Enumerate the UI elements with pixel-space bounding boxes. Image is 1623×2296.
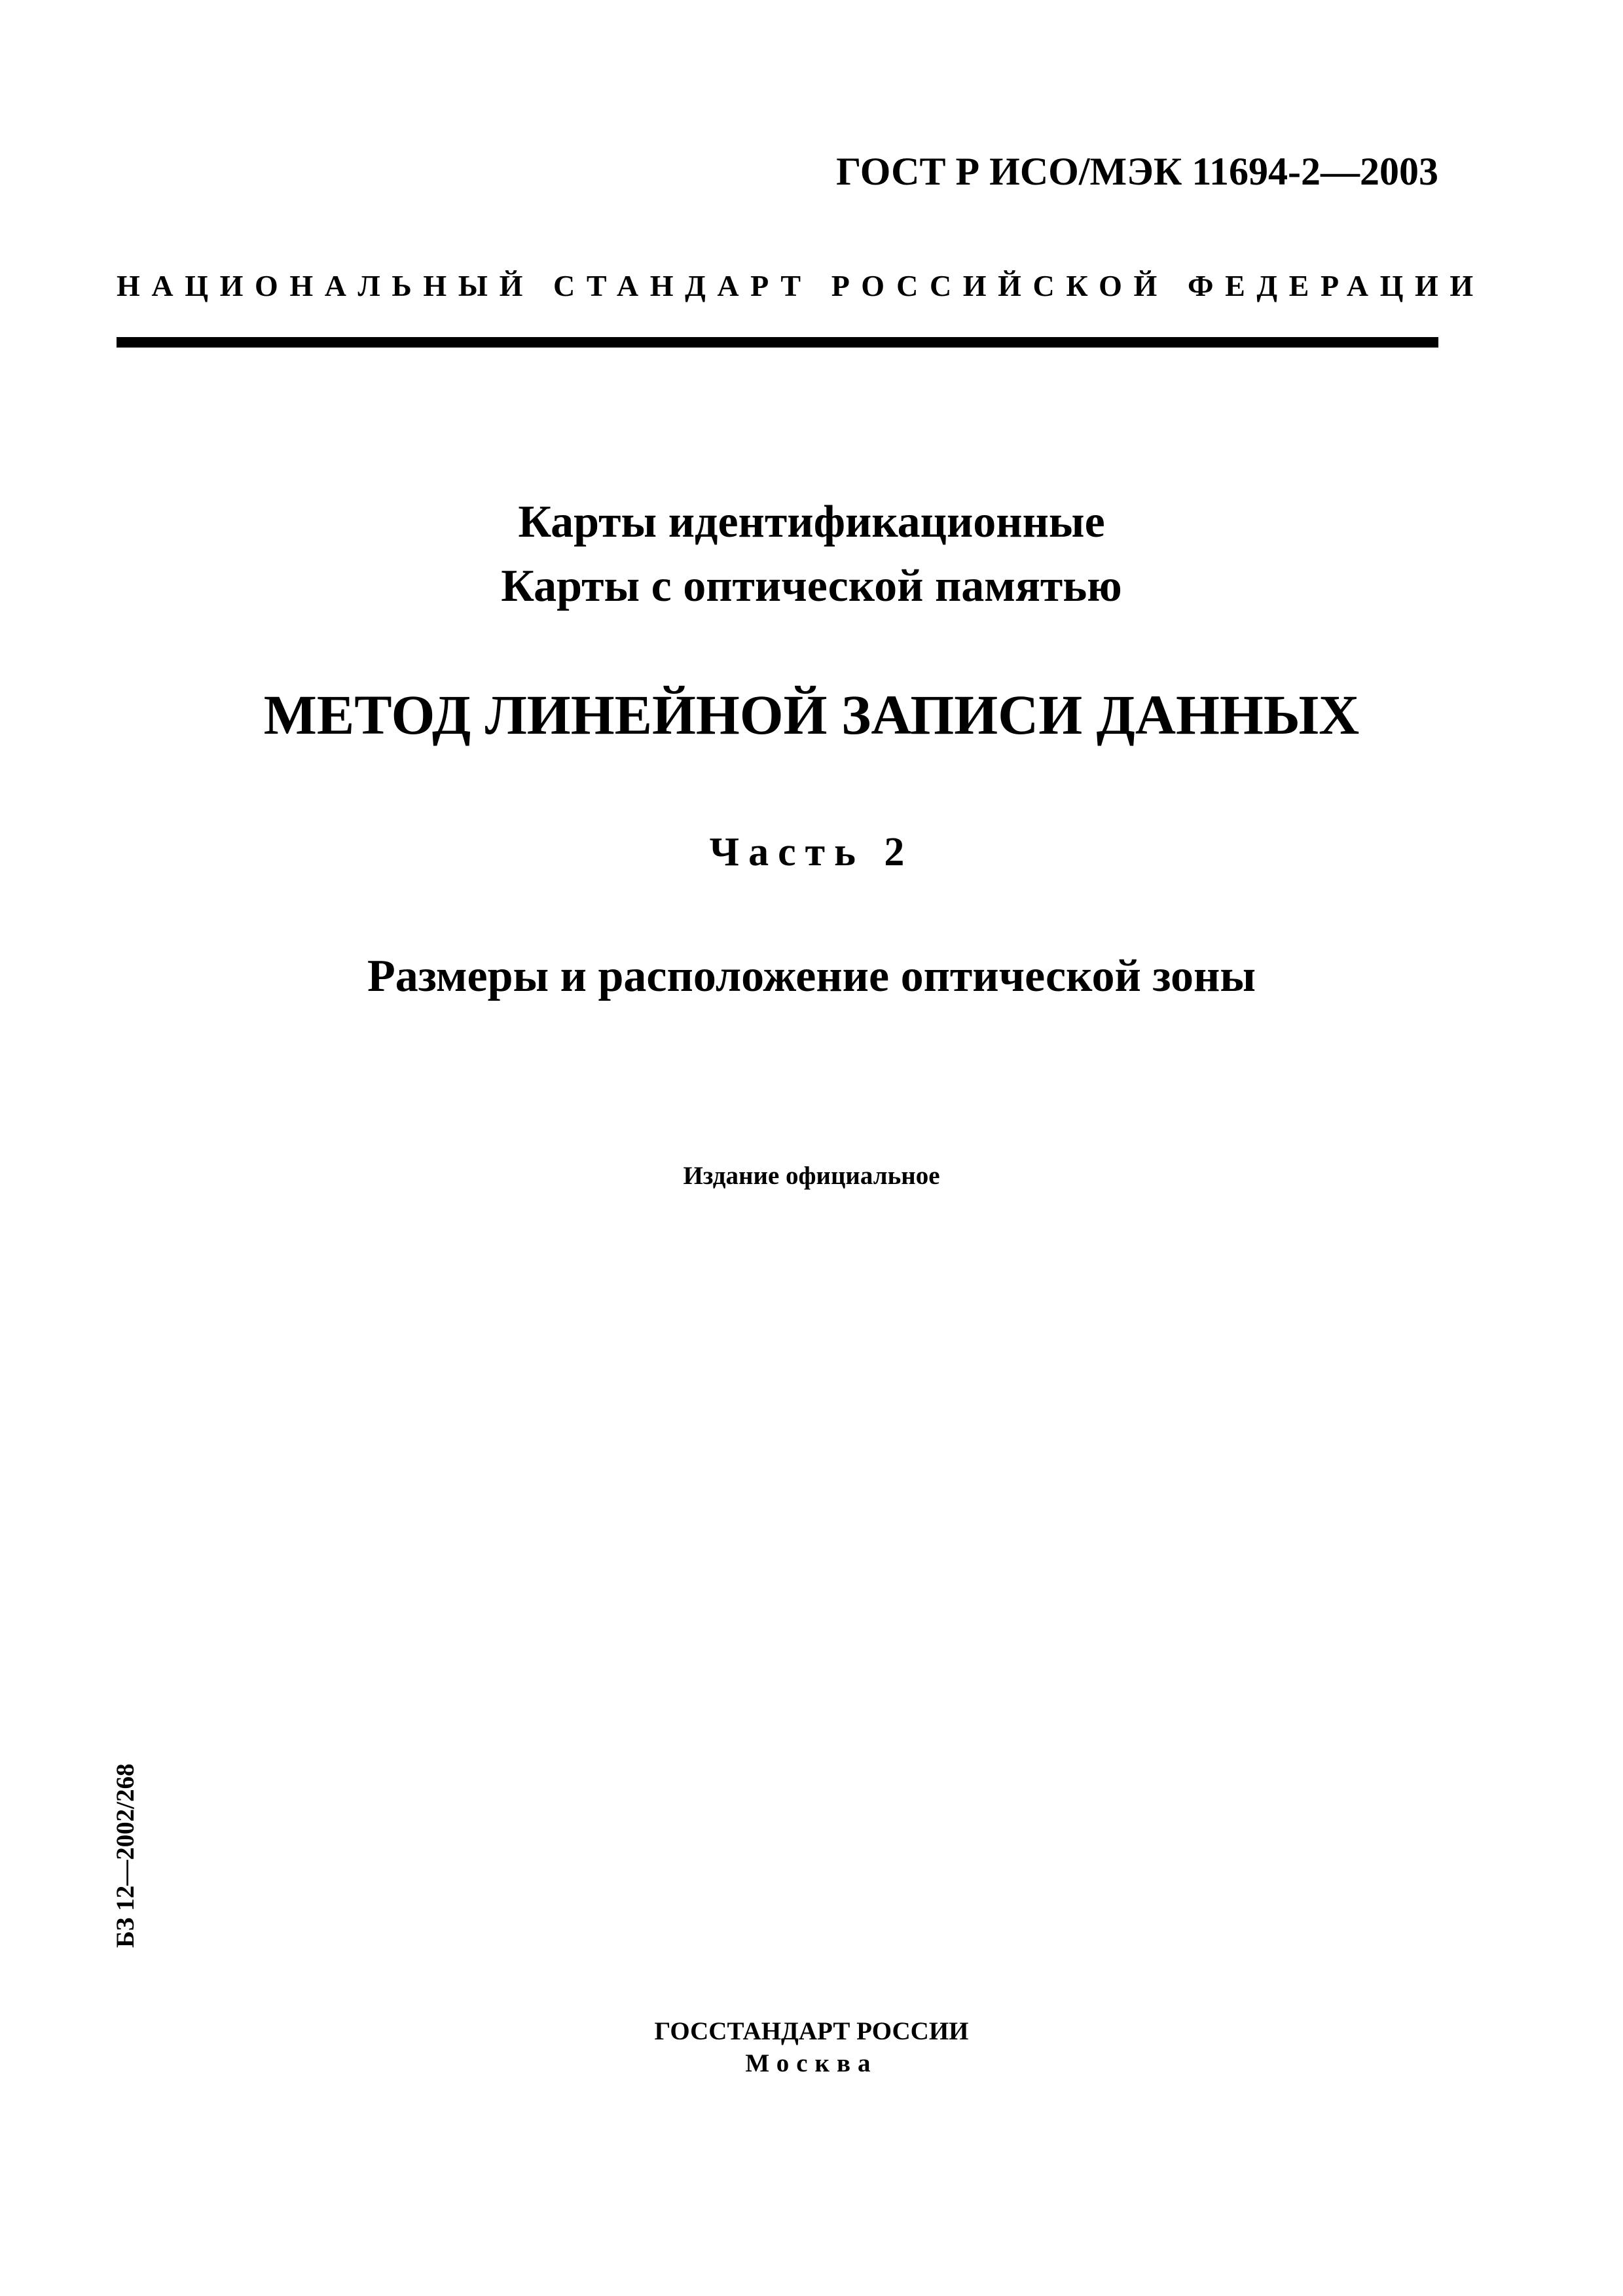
standard-number: ГОСТ Р ИСО/МЭК 11694-2—2003: [836, 150, 1438, 193]
part-name: Размеры и расположение оптической зоны: [367, 951, 1256, 1001]
header-divider: [117, 337, 1438, 348]
main-title: МЕТОД ЛИНЕЙНОЙ ЗАПИСИ ДАННЫХ: [263, 683, 1360, 746]
publisher-name: ГОССТАНДАРТ РОССИИ: [654, 2017, 969, 2045]
part-label: Часть 2: [709, 830, 914, 874]
title-line-2: Карты с оптической памятью: [501, 561, 1122, 611]
title-line-1: Карты идентификационные: [518, 497, 1105, 547]
side-catalog-code: БЗ 12—2002/268: [111, 1763, 139, 1948]
edition-label: Издание официальное: [683, 1162, 940, 1190]
publisher-city: Москва: [745, 2049, 878, 2077]
national-standard-heading: НАЦИОНАЛЬНЫЙ СТАНДАРТ РОССИЙСКОЙ ФЕДЕРАЦИИ: [117, 269, 1485, 302]
